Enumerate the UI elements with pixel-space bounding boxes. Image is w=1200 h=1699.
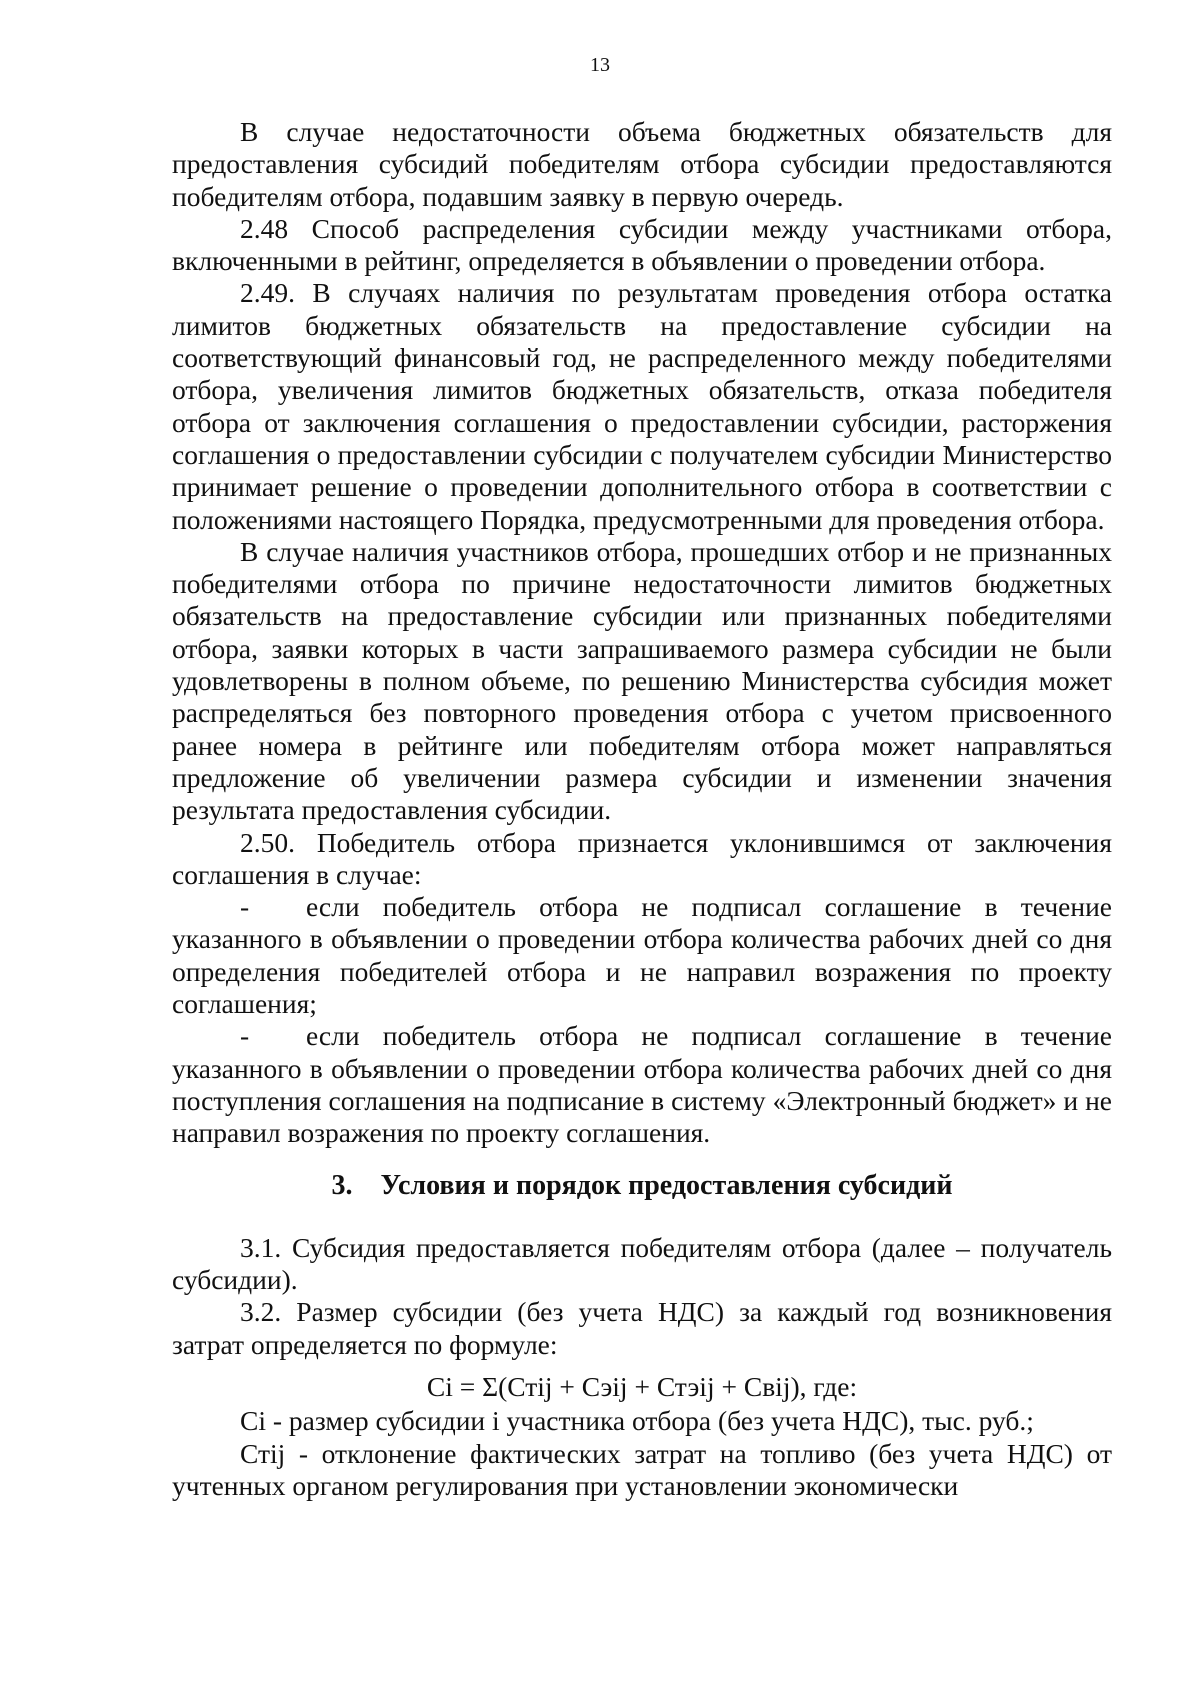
paragraph: 2.49. В случаях наличия по результатам проведения отбора остатка лимитов бюджетных обязательств на предоставление субсидии на соответствующий финансовый год, не распределенного между победителями отбора, увеличения лимитов бюджетных обязательств, отказа победителя отбора от заключения соглашения о предоставлении субсидии, расторжения соглашения о предоставлении субсидии с получателем субсидии Министерство принимает решение о проведении дополнительного отбора в соответствии с положениями настоящего Порядка, предусмотренными для проведения отбора. — [172, 277, 1112, 535]
document-body — [172, 116, 1112, 1502]
dash-list-text: если победитель отбора не подписал соглашение в течение указанного в объявлении о проведении отбора количества рабочих дней со дня определения победителей отбора и не направил возражения по проекту соглашения; — [172, 891, 1112, 1020]
dash-list-item — [172, 891, 1112, 1020]
section-number: 3. — [331, 1169, 353, 1201]
paragraph: 2.50. Победитель отбора признается уклонившимся от заключения соглашения в случае: — [172, 826, 1112, 890]
dash-mark: - — [240, 1020, 250, 1052]
paragraph: Стij - отклонение фактических затрат на топливо (без учета НДС) от учтенных органом регулирования при установлении экономически — [172, 1437, 1112, 1501]
paragraph: 3.2. Размер субсидии (без учета НДС) за каждый год возникновения затрат определяется по формуле: — [172, 1296, 1112, 1360]
paragraph: 2.48 Способ распределения субсидии между участниками отбора, включенными в рейтинг, определяется в объявлении о проведении отбора. — [172, 212, 1112, 277]
dash-list-item — [172, 1020, 1112, 1149]
formula: Ci = Σ(Стij + Сэij + Стэij + Свij), где: — [426, 1370, 858, 1402]
paragraph: В случае наличия участников отбора, прошедших отбор и не признанных победителями отбора по причине недостаточности лимитов бюджетных обязательств на предоставление субсидии или признанных победителями отбора, заявки которых в части запрашиваемого размера субсидии не были удовлетворены в полном объеме, по решению Министерства субсидия может распределяться без повторного проведения отбора с учетом присвоенного ранее номера в рейтинге или победителям отбора может направляться предложение об увеличении размера субсидии и изменении значения результата предоставления субсидии. — [172, 535, 1112, 826]
dash-list-text: если победитель отбора не подписал соглашение в течение указанного в объявлении о проведении отбора количества рабочих дней со дня поступления соглашения на подписание в систему «Электронный бюджет» и не направил возражения по проекту соглашения. — [172, 1020, 1112, 1149]
section-heading — [172, 1170, 1112, 1202]
paragraph: В случае недостаточности объема бюджетных обязательств для предоставления субсидий победителям отбора субсидии предоставляются победителям отбора, подавшим заявку в первую очередь. — [172, 116, 1112, 212]
paragraph: 3.1. Субсидия предоставляется победителям отбора (далее – получатель субсидии). — [172, 1231, 1112, 1296]
section-title: Условия и порядок предоставления субсидий — [380, 1169, 953, 1201]
page-number: 13 — [590, 54, 610, 76]
dash-mark: - — [240, 891, 250, 923]
paragraph: Ci - размер субсидии i участника отбора (без учета НДС), тыс. руб.; — [240, 1405, 1034, 1437]
